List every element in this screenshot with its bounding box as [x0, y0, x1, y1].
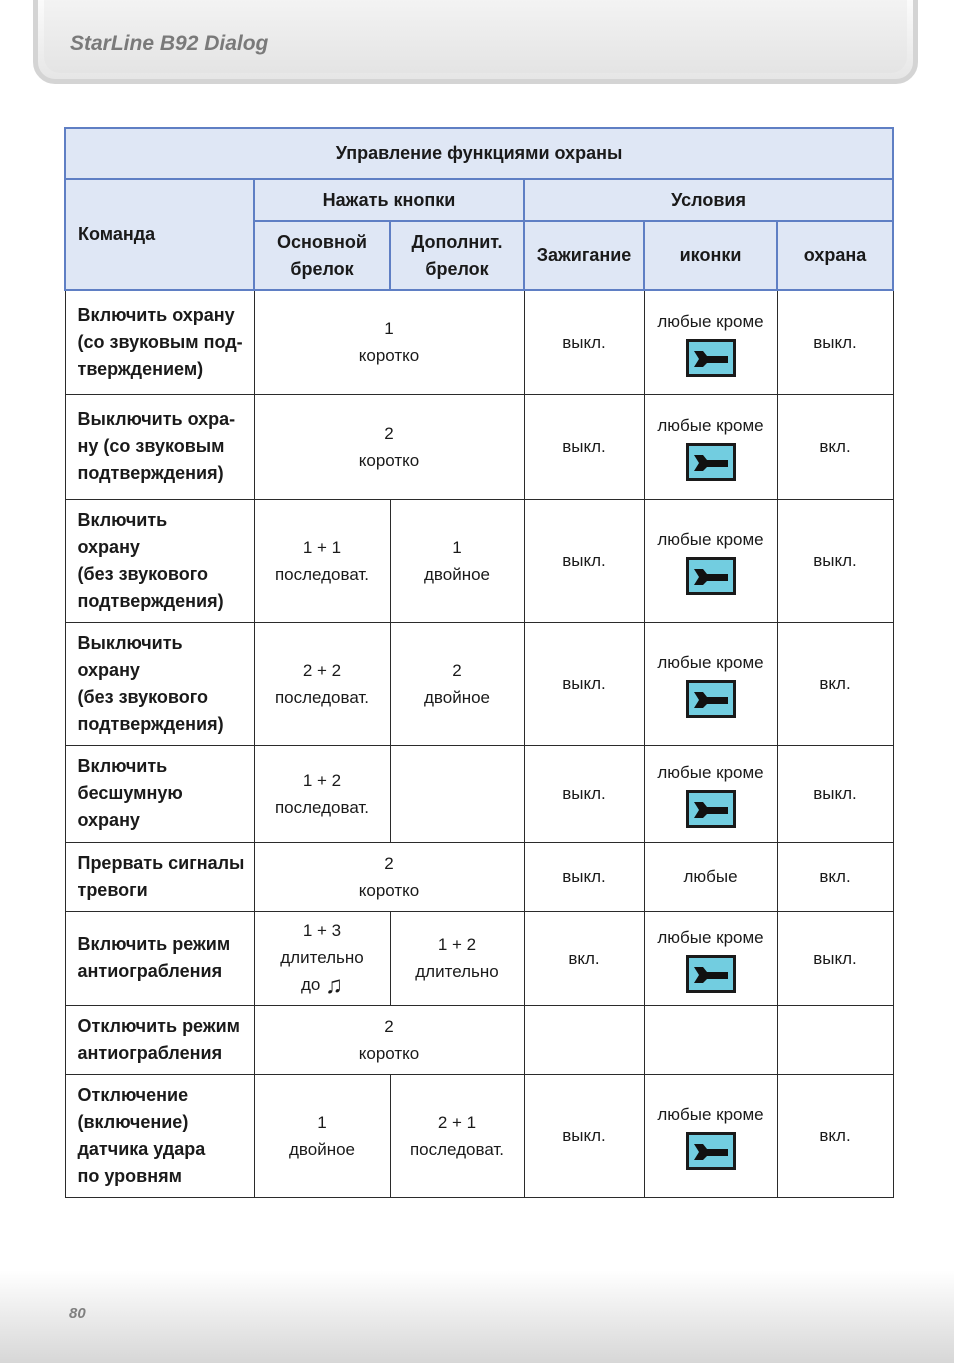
icons-cell	[644, 911, 777, 1005]
col-main-fob	[254, 221, 390, 290]
command-line: антиограбления	[77, 961, 223, 981]
press-mode: коротко	[358, 450, 420, 470]
press-buttons: 1	[384, 319, 394, 339]
command-line: (со звуковым под-	[77, 331, 243, 352]
security-functions-table	[64, 127, 894, 1198]
command-line: ну (со звуковым	[77, 436, 225, 456]
command-line: тверждением)	[77, 358, 204, 379]
command-line: подтверждения)	[77, 590, 224, 611]
icons-cell	[644, 499, 777, 622]
press-cell	[254, 1005, 524, 1074]
wrench-icon	[686, 339, 736, 377]
main-fob-cell	[254, 745, 390, 842]
command-line: Отключение	[77, 1084, 189, 1105]
press-buttons: 2	[384, 853, 394, 873]
press-cell	[254, 290, 524, 394]
command-line: Отключить режим	[77, 1015, 240, 1036]
music-note-icon: ♫	[325, 972, 344, 999]
extra-fob-cell	[390, 745, 524, 842]
main-fob-cell	[254, 911, 390, 1005]
wrench-icon	[686, 557, 736, 595]
command-line: подтверждения)	[77, 713, 224, 734]
press-buttons: 2	[384, 1016, 394, 1036]
col-main-fob-line2: брелок	[290, 258, 354, 279]
command-cell	[65, 499, 254, 622]
guard-cell: выкл.	[777, 745, 893, 842]
press-buttons: 1	[317, 1112, 327, 1132]
col-icons: иконки	[644, 221, 777, 290]
command-line: Включить охрану	[77, 304, 235, 325]
col-extra-fob	[390, 221, 524, 290]
press-mode: коротко	[358, 1043, 420, 1063]
press-mode: последоват.	[274, 564, 370, 584]
command-cell	[65, 911, 254, 1005]
document-title: StarLine B92 Dialog	[70, 32, 269, 55]
press-buttons: 1 + 2	[437, 935, 477, 954]
guard-cell: выкл.	[777, 290, 893, 394]
extra-fob-cell	[390, 622, 524, 745]
press-mode: последоват.	[274, 687, 370, 707]
command-line: (без звукового	[77, 686, 208, 707]
ignition-cell: вкл.	[524, 911, 644, 1005]
icons-cell	[644, 1005, 777, 1074]
ignition-cell	[524, 1005, 644, 1074]
page-number: 80	[69, 1305, 86, 1322]
press-until: до	[300, 975, 321, 994]
press-buttons: 2	[452, 660, 462, 680]
guard-cell	[777, 1005, 893, 1074]
press-mode: двойное	[423, 687, 490, 707]
wrench-icon	[686, 443, 736, 481]
main-fob-cell	[254, 622, 390, 745]
command-line: Выключить	[77, 632, 183, 653]
command-line: Включить	[77, 756, 168, 776]
guard-cell: вкл.	[777, 622, 893, 745]
guard-cell: выкл.	[777, 499, 893, 622]
col-extra-fob-line2: брелок	[425, 258, 489, 279]
icons-cell: любые	[644, 842, 777, 911]
command-cell	[65, 745, 254, 842]
press-mode: длительно	[415, 962, 499, 981]
press-buttons: 1 + 2	[302, 770, 342, 790]
table-row	[65, 1005, 893, 1074]
command-line: охрану	[77, 659, 140, 680]
table-row	[65, 499, 893, 622]
icons-text: любые кроме	[657, 763, 764, 782]
command-line: охрану	[77, 536, 140, 557]
command-line: Включить режим	[77, 934, 231, 954]
press-mode: двойное	[288, 1139, 355, 1159]
table-row	[65, 842, 893, 911]
col-press: Нажать кнопки	[254, 179, 524, 221]
icons-text: любые кроме	[657, 416, 764, 435]
command-line: по уровням	[77, 1165, 182, 1186]
command-line: антиограбления	[77, 1042, 223, 1063]
icons-cell	[644, 622, 777, 745]
icons-cell	[644, 394, 777, 499]
press-cell	[254, 842, 524, 911]
icons-cell	[644, 745, 777, 842]
col-ignition: Зажигание	[524, 221, 644, 290]
command-cell	[65, 1074, 254, 1197]
table-title: Управление функциями охраны	[65, 128, 893, 179]
header-row-1	[65, 179, 893, 221]
command-line: Выключить охра-	[77, 409, 236, 429]
table-row	[65, 1074, 893, 1197]
press-mode: последоват.	[409, 1139, 505, 1159]
command-line: подтверждения)	[77, 463, 224, 483]
table-row	[65, 290, 893, 394]
page-footer	[0, 1270, 954, 1363]
icons-text: любые кроме	[657, 1105, 764, 1124]
command-cell	[65, 842, 254, 911]
press-cell	[254, 394, 524, 499]
command-line: датчика удара	[77, 1138, 206, 1159]
command-cell	[65, 1005, 254, 1074]
command-line: (без звукового	[77, 563, 208, 584]
press-until-line	[255, 971, 390, 999]
command-line: бесшумную	[77, 783, 183, 803]
command-line: тревоги	[77, 879, 148, 900]
col-main-fob-line1: Основной	[277, 231, 367, 252]
command-cell	[65, 290, 254, 394]
main-fob-cell	[254, 1074, 390, 1197]
icons-text: любые кроме	[657, 311, 764, 331]
press-buttons: 2	[384, 423, 394, 443]
press-mode: коротко	[358, 880, 420, 900]
icons-cell	[644, 290, 777, 394]
ignition-cell: выкл.	[524, 394, 644, 499]
extra-fob-cell	[390, 1074, 524, 1197]
ignition-cell: выкл.	[524, 290, 644, 394]
command-line: (включение)	[77, 1111, 189, 1132]
icons-text: любые кроме	[657, 653, 764, 672]
guard-cell: выкл.	[777, 911, 893, 1005]
press-mode: коротко	[358, 346, 420, 366]
table-row	[65, 622, 893, 745]
icons-text: любые кроме	[657, 927, 764, 947]
main-fob-cell	[254, 499, 390, 622]
ignition-cell: выкл.	[524, 499, 644, 622]
wrench-icon	[686, 790, 736, 828]
col-command: Команда	[65, 179, 254, 290]
wrench-icon	[686, 955, 736, 993]
press-mode: двойное	[423, 564, 490, 584]
command-line: Включить	[77, 509, 168, 530]
table-row	[65, 394, 893, 499]
extra-fob-cell	[390, 499, 524, 622]
ignition-cell: выкл.	[524, 745, 644, 842]
col-conditions: Условия	[524, 179, 893, 221]
guard-cell: вкл.	[777, 394, 893, 499]
guard-cell: вкл.	[777, 1074, 893, 1197]
press-buttons: 1 + 3	[302, 921, 342, 940]
table-row	[65, 911, 893, 1005]
command-line: Прервать сигналы	[77, 852, 245, 873]
guard-cell: вкл.	[777, 842, 893, 911]
press-mode: последоват.	[274, 797, 370, 817]
table-row	[65, 745, 893, 842]
ignition-cell: выкл.	[524, 1074, 644, 1197]
ignition-cell: выкл.	[524, 622, 644, 745]
command-cell	[65, 394, 254, 499]
col-guard: охрана	[777, 221, 893, 290]
press-buttons: 2 + 2	[302, 660, 342, 680]
command-cell	[65, 622, 254, 745]
wrench-icon	[686, 1132, 736, 1170]
press-mode: длительно	[280, 948, 364, 967]
icons-cell	[644, 1074, 777, 1197]
press-buttons: 1	[452, 537, 462, 557]
ignition-cell: выкл.	[524, 842, 644, 911]
press-buttons: 2 + 1	[437, 1112, 477, 1132]
command-line: охрану	[77, 810, 140, 830]
extra-fob-cell	[390, 911, 524, 1005]
table-title-row	[65, 128, 893, 179]
wrench-icon	[686, 680, 736, 718]
press-buttons: 1 + 1	[302, 537, 342, 557]
col-extra-fob-line1: Дополнит.	[411, 231, 503, 252]
icons-text: любые кроме	[657, 530, 764, 549]
